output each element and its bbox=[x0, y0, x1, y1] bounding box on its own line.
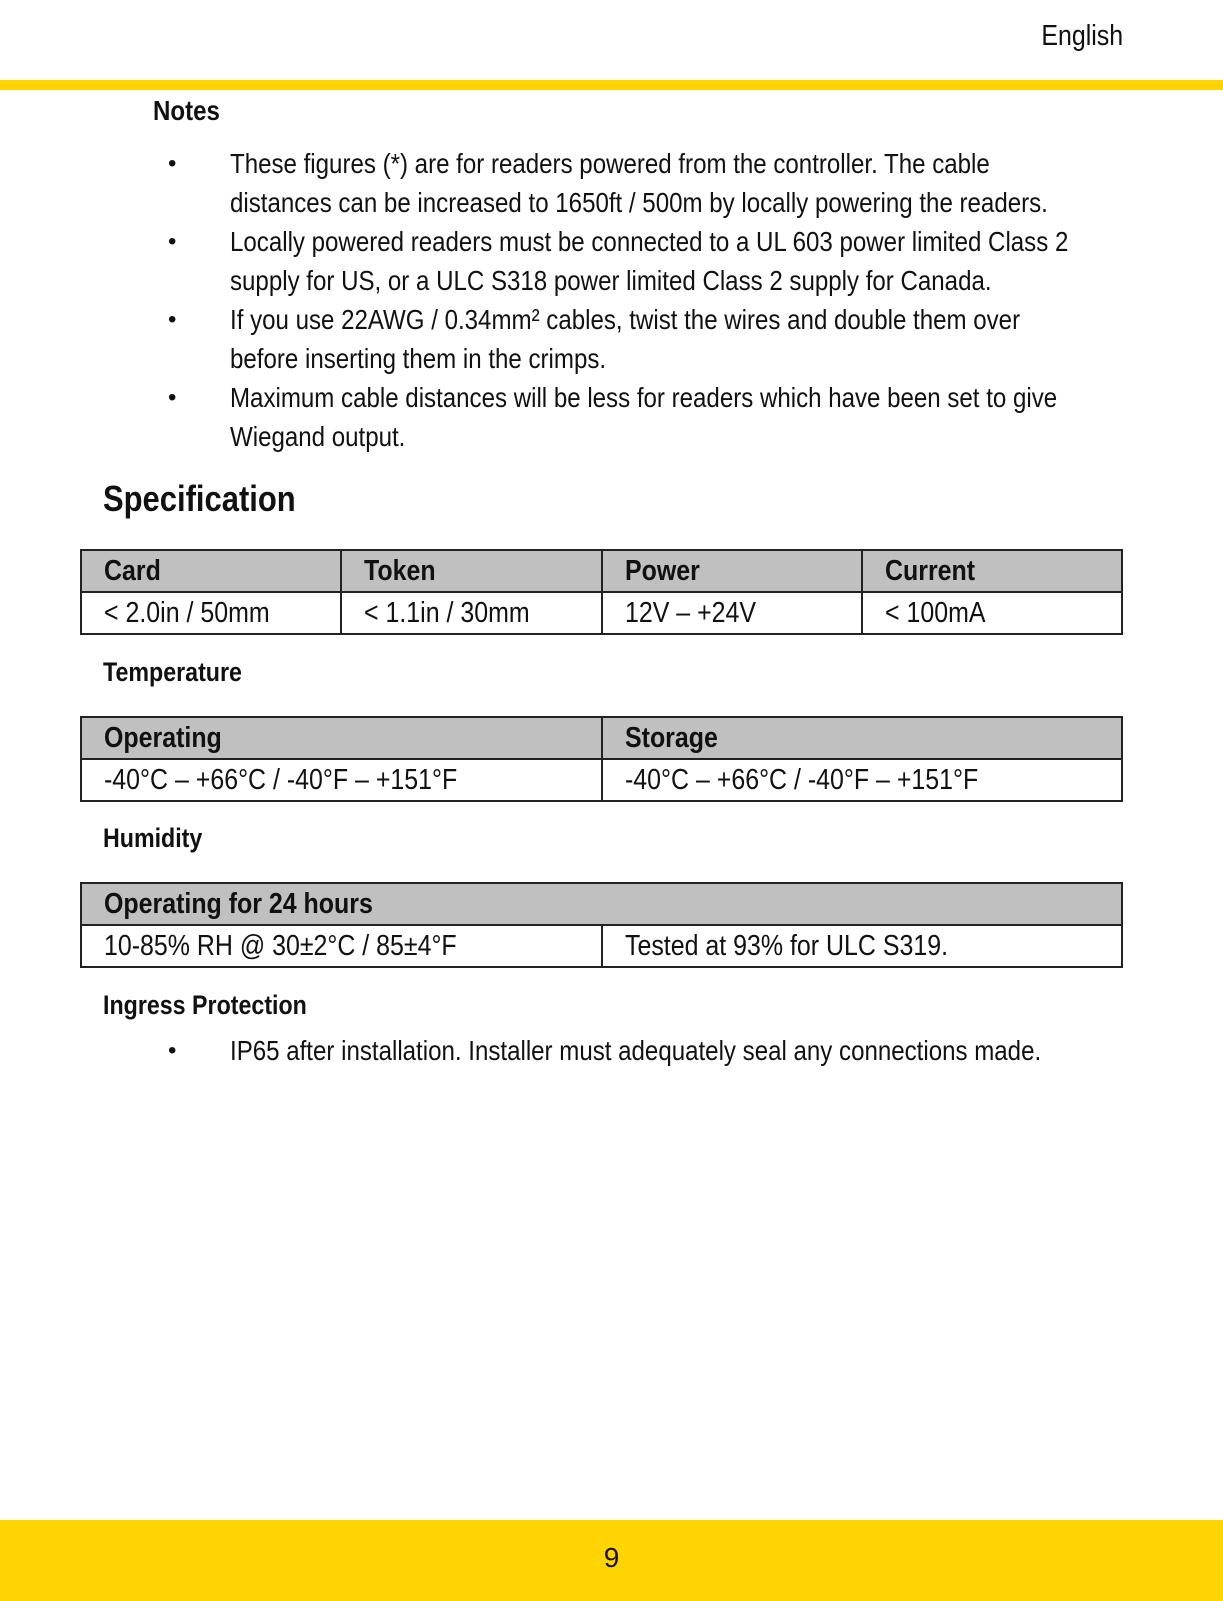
humidity-heading: Humidity bbox=[103, 823, 203, 853]
note-item: • Locally powered readers must be connected to a UL 603 power limited Class 2 supply for US, or a ULC S318 power limited Class 2 supply for Canada. bbox=[160, 222, 1110, 300]
temperature-table bbox=[80, 716, 1123, 802]
footer-band bbox=[0, 1520, 1223, 1601]
ingress-item: • IP65 after installation. Installer must adequately seal any connections made. bbox=[160, 1031, 1180, 1070]
table-cell: 12V – +24V bbox=[602, 592, 862, 634]
table-cell: < 1.1in / 30mm bbox=[341, 592, 601, 634]
bullet-icon: • bbox=[168, 228, 177, 255]
table-header-row bbox=[81, 717, 1122, 759]
notes-list bbox=[160, 144, 1110, 456]
table-header-cell: Token bbox=[341, 550, 601, 592]
table-row bbox=[81, 592, 1122, 634]
table-header-row bbox=[81, 550, 1122, 592]
table-header-cell: Operating for 24 hours bbox=[81, 883, 1122, 925]
table-cell: < 100mA bbox=[862, 592, 1122, 634]
note-item: • These figures (*) are for readers powered from the controller. The cable distances can be increased to 1650ft / 500m by locally powering the readers. bbox=[160, 144, 1110, 222]
table-cell: -40°C – +66°C / -40°F – +151°F bbox=[81, 759, 602, 801]
bullet-icon: • bbox=[168, 1037, 177, 1064]
table-cell: 10-85% RH @ 30±2°C / 85±4°F bbox=[81, 925, 602, 967]
note-item: • Maximum cable distances will be less for readers which have been set to give Wiegand output. bbox=[160, 378, 1110, 456]
temperature-heading: Temperature bbox=[103, 657, 242, 687]
table-row bbox=[81, 925, 1122, 967]
table-header-cell: Power bbox=[602, 550, 862, 592]
humidity-table bbox=[80, 882, 1123, 968]
table-cell: < 2.0in / 50mm bbox=[81, 592, 341, 634]
specification-heading: Specification bbox=[103, 478, 296, 519]
note-item: • If you use 22AWG / 0.34mm² cables, twist the wires and double them over before inserting them in the crimps. bbox=[160, 300, 1110, 378]
page-number: 9 bbox=[603, 1542, 620, 1573]
table-header-cell: Current bbox=[862, 550, 1122, 592]
spec-table bbox=[80, 549, 1123, 635]
bullet-icon: • bbox=[168, 150, 177, 177]
table-cell: -40°C – +66°C / -40°F – +151°F bbox=[602, 759, 1123, 801]
header-rule bbox=[0, 80, 1223, 90]
table-header-cell: Operating bbox=[81, 717, 602, 759]
table-header-cell: Card bbox=[81, 550, 341, 592]
table-row bbox=[81, 759, 1122, 801]
notes-heading: Notes bbox=[153, 95, 220, 126]
table-cell: Tested at 93% for ULC S319. bbox=[602, 925, 1123, 967]
table-header-cell: Storage bbox=[602, 717, 1123, 759]
table-header-row bbox=[81, 883, 1122, 925]
bullet-icon: • bbox=[168, 306, 177, 333]
language-label: English bbox=[1041, 20, 1123, 52]
bullet-icon: • bbox=[168, 384, 177, 411]
ingress-heading: Ingress Protection bbox=[103, 990, 307, 1020]
